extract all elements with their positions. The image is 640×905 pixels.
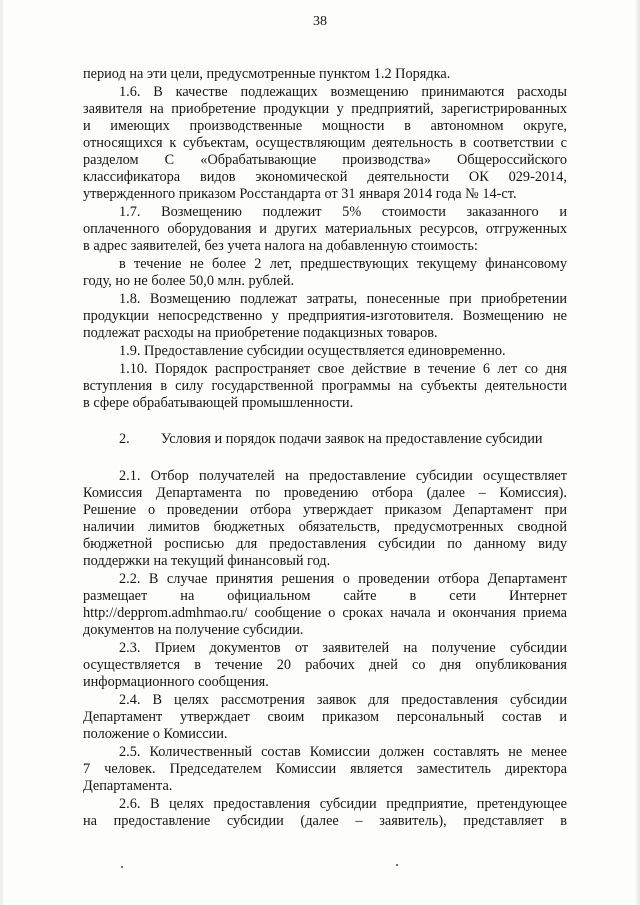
- scan-speck: [121, 866, 123, 868]
- text-line: период на эти цели, предусмотренные пунктом 1.2 Порядка.: [83, 66, 451, 82]
- text-line: 1.9. Предоставление субсидии осуществляется единовременно.: [119, 343, 506, 359]
- text-line: заявителя на приобретение продукции у предприятий, зарегистрированных: [83, 101, 567, 117]
- text-line: относящихся к субъектам, осуществляющим деятельность в соответствии с: [83, 135, 567, 151]
- text-line: 2.1. Отбор получателей на предоставление субсидии осуществляет: [119, 468, 567, 484]
- text-line: наличии лимитов бюджетных обязательств, предусмотренных сводной: [83, 519, 567, 535]
- text-line: вступления в силу государственной программы на субъекты деятельности: [83, 378, 567, 394]
- text-line: положение о Комиссии.: [83, 726, 228, 742]
- text-line: оплаченного оборудования и других материальных ресурсов, отгруженных: [83, 221, 567, 237]
- text-line: классификатора видов экономической деятельности ОК 029-2014,: [83, 169, 567, 185]
- text-line: в течение не более 2 лет, предшествующих текущему финансовому: [119, 256, 567, 272]
- text-line: 1.10. Порядок распространяет свое действие в течение 6 лет со дня: [119, 361, 567, 377]
- text-line: 7 человек. Председателем Комиссии является заместитель директора: [83, 761, 567, 777]
- text-line: на предоставление субсидии (далее – заявитель), представляет в: [83, 813, 567, 829]
- text-line: размещает на официальном сайте в сети Интернет: [83, 588, 567, 604]
- text-line: http://depprom.admhmao.ru/ сообщение о сроках начала и окончания приема: [83, 605, 567, 621]
- text-line: в сфере обрабатывающей промышленности.: [83, 395, 354, 411]
- text-line: информационного сообщения.: [83, 674, 269, 690]
- text-line: поддержки на текущий финансовый год.: [83, 553, 331, 569]
- section-heading: [119, 431, 579, 448]
- text-line: продукции непосредственно у предприятия-изготовителя. Возмещению не: [83, 308, 567, 324]
- text-line: 2.4. В целях рассмотрения заявок для предоставления субсидии: [119, 692, 567, 708]
- section-heading-title: Условия и порядок подачи заявок на предоставление субсидии: [160, 431, 543, 447]
- text-line: 2.5. Количественный состав Комиссии должен составлять не менее: [119, 744, 567, 760]
- scan-edge-left: [0, 0, 3, 905]
- text-line: 2.6. В целях предоставления субсидии предприятие, претендующее: [119, 796, 567, 812]
- text-line: разделом C «Обрабатывающие производства» Общероссийского: [83, 152, 567, 168]
- scan-edge-right: [634, 0, 640, 905]
- text-line: 2.2. В случае принятия решения о проведении отбора Департамент: [119, 571, 567, 587]
- text-line: подлежат расходы на приобретение подакцизных товаров.: [83, 325, 438, 341]
- text-line: бюджетной росписью для предоставления субсидии по данному виду: [83, 536, 567, 552]
- section-heading-number: 2.: [119, 431, 130, 447]
- text-line: Комиссия Департамента по проведению отбора (далее – Комиссия).: [83, 485, 567, 501]
- scan-speck: [396, 864, 398, 866]
- text-line: 1.8. Возмещению подлежат затраты, понесенные при приобретении: [119, 291, 567, 307]
- text-line: 1.6. В качестве подлежащих возмещению принимаются расходы: [119, 84, 567, 100]
- page-number: 38: [313, 14, 327, 29]
- text-line: и имеющих производственные мощности в автономном округе,: [83, 118, 567, 134]
- text-line: Департамента.: [83, 778, 173, 794]
- text-line: в адрес заявителей, без учета налога на добавленную стоимость:: [83, 238, 478, 254]
- text-line: Департамент утверждает своим приказом персональный состав и: [83, 709, 567, 725]
- text-line: 2.3. Прием документов от заявителей на получение субсидии: [119, 640, 567, 656]
- text-line: документов на получение субсидии.: [83, 622, 304, 638]
- text-line: осуществляется в течение 20 рабочих дней со дня опубликования: [83, 657, 567, 673]
- text-line: Решение о проведении отбора утверждает приказом Департамент при: [83, 502, 567, 518]
- text-line: 1.7. Возмещению подлежит 5% стоимости заказанного и: [119, 204, 567, 220]
- text-line: году, но не более 50,0 млн. рублей.: [83, 273, 295, 289]
- text-line: утвержденного приказом Росстандарта от 31 января 2014 года № 14-ст.: [83, 186, 517, 202]
